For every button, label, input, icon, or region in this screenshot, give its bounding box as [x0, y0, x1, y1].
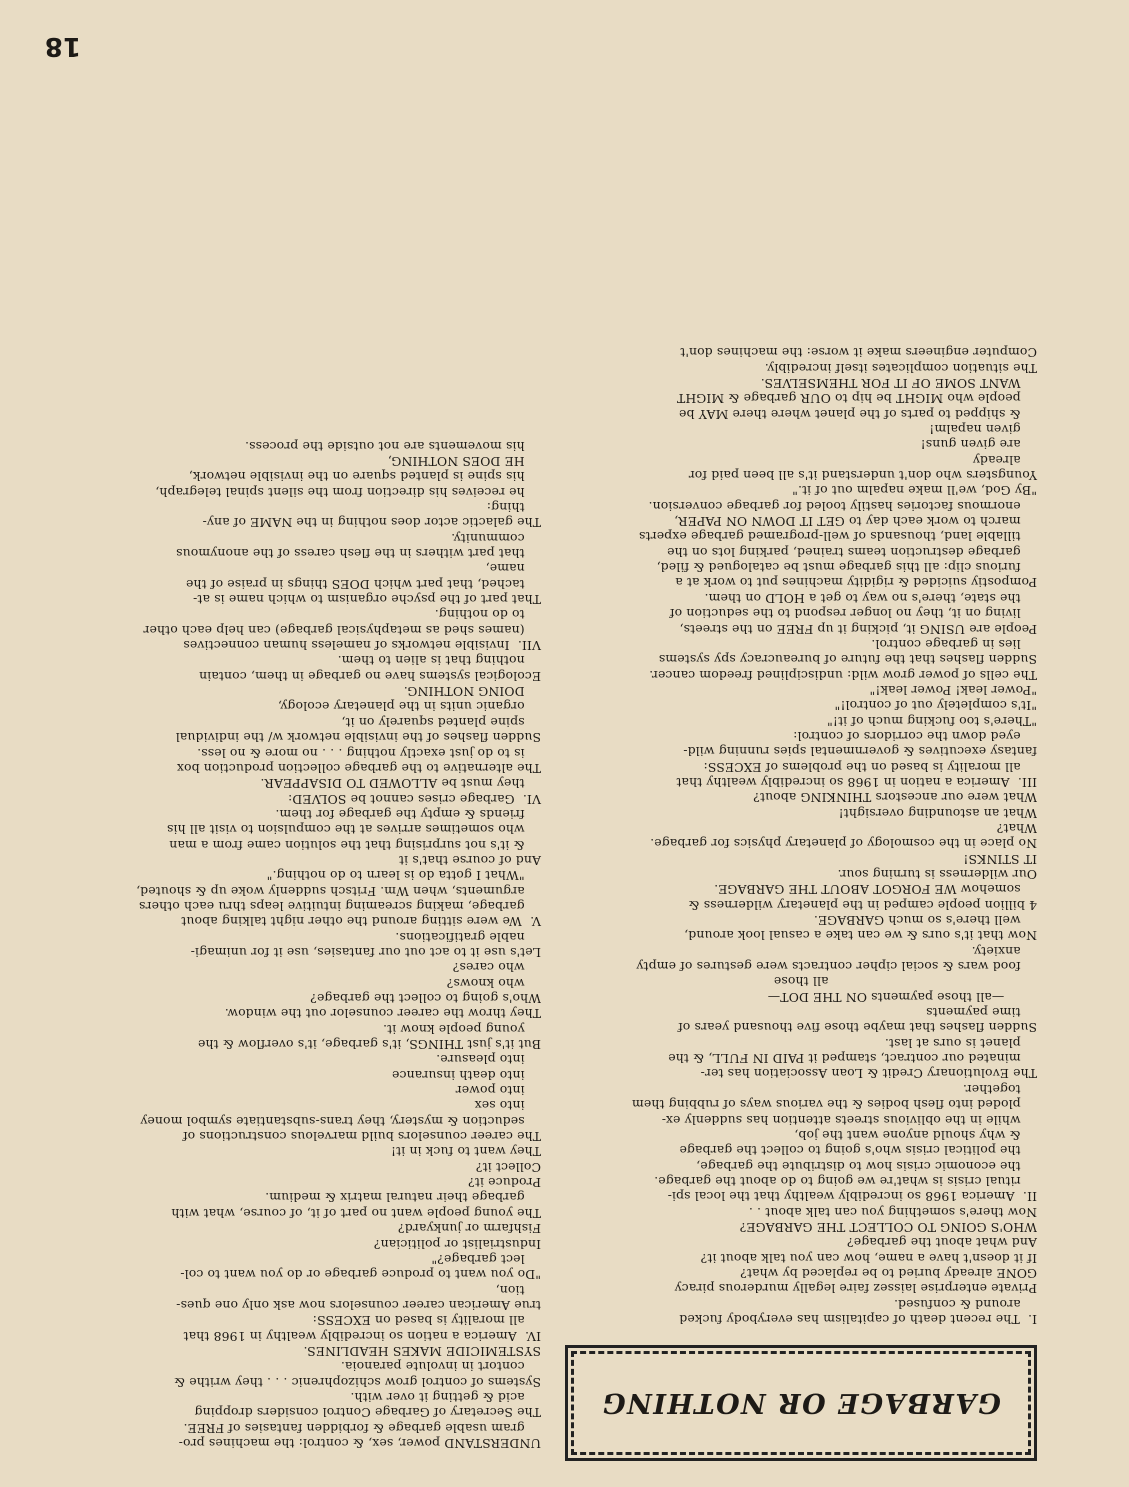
text-line: 4 billion people camped in the planetary wilderness &: [688, 897, 1037, 913]
text-line: anxiety.: [971, 943, 1037, 959]
text-line: acid & getting it over with.: [350, 1389, 541, 1405]
text-line: ritual crisis is what're we going to do about the garbage.: [654, 1173, 1037, 1189]
text-line: "It's completely out of control!": [834, 698, 1037, 714]
text-line: eyed down the corridors of control:: [793, 728, 1037, 744]
text-line: Youngsters who don't understand it's all been paid for: [688, 468, 1037, 484]
text-line: gram usable garbage & forbidden fantasies of FREE.: [183, 1420, 541, 1436]
text-line: nothing that is alien to them.: [337, 653, 541, 669]
text-line: his spine is planted square on the invisible network,: [188, 469, 541, 485]
text-line: If it doesn't have a name, how can you talk about it?: [700, 1250, 1037, 1266]
text-line: garbage, making screaming intuitive leaps thru each others: [138, 898, 541, 914]
text-line: young people know it.: [382, 1021, 541, 1037]
text-line: The situation complicates itself incredibly.: [764, 360, 1037, 376]
text-line: seduction & mystery, they trans-substantiate symbol money: [140, 1113, 541, 1129]
article-title: GARBAGE OR NOTHING: [601, 1387, 1001, 1419]
text-line: WANT SOME OF IT FOR THEMSELVES.: [760, 376, 1037, 392]
text-line: all those: [773, 974, 1037, 990]
text-line: tached, that part which DOES things in praise of the: [185, 576, 541, 592]
text-line: I. The recent death of capitalism has everybody fucked: [679, 1312, 1037, 1327]
text-line: Systems of control grow schizophrenic . . . they writhe &: [173, 1374, 541, 1390]
text-line: The galactic actor does nothing in the NAME of any-: [202, 515, 541, 531]
text-line: while in the oblivious streets attention has suddenly ex-: [661, 1112, 1037, 1128]
text-line: are given guns!: [920, 437, 1037, 453]
text-line: But it's just THINGS, it's garbage, it's overflow & the: [197, 1037, 541, 1053]
text-line: Industrialist or politician?: [373, 1236, 541, 1252]
text-line: enormous factories hastily tooled for garbage conversion.: [648, 498, 1037, 514]
text-line: minated our contract, stamped it PAID IN FULL, & the: [668, 1051, 1037, 1067]
text-line: The Secretary of Garbage Control considers dropping: [194, 1405, 541, 1421]
text-line: "Power leak! Power leak!": [869, 682, 1037, 698]
text-line: The young people want no part of it, of course, what with: [171, 1205, 541, 1221]
text-line: together.: [962, 1081, 1037, 1097]
text-line: time payments: [926, 1005, 1037, 1021]
page-number: 18: [44, 31, 81, 61]
text-line: The Evolutionary Credit & Loan Association has ter-: [700, 1066, 1037, 1082]
text-line: furious clip: all this garbage must be catalogued & filed,: [656, 560, 1037, 576]
text-line: arguments, when Wm. Fritsch suddenly woke up & shouted,: [135, 883, 541, 899]
text-line: "There's too fucking much of it!": [826, 713, 1037, 729]
text-line: friends & empty the garbage for them.: [275, 806, 541, 822]
text-line: VII. Invisible networks of nameless human connectives: [183, 638, 541, 654]
text-line: all morality is based on the problems of EXCESS:: [703, 759, 1037, 775]
text-line: food wars & social cipher contracts were gestures of empty: [636, 959, 1037, 975]
text-line: thing:: [486, 500, 541, 516]
text-line: tion,: [495, 1282, 541, 1298]
text-line: Who's going to collect the garbage?: [310, 991, 541, 1007]
text-line: the state, there's no way to get a HOLD on them.: [704, 590, 1037, 606]
text-line: spine planted squarely on it,: [341, 714, 541, 730]
text-line: & it's not surprising that the solution came from a man: [169, 837, 541, 853]
text-line: lies in garbage control.: [871, 636, 1037, 652]
text-line: Let's use it to act out our fantasies, use it for unimagi-: [190, 945, 541, 960]
text-line: What were our ancestors THINKING about?: [753, 790, 1037, 806]
text-line: What?: [996, 821, 1037, 836]
text-line: into pleasure.: [436, 1052, 541, 1068]
text-line: garbage destruction teams trained, parking lots on the: [666, 544, 1037, 560]
text-line: Sudden flashes of the invisible network w/ the individual: [175, 730, 541, 746]
text-line: WHO'S GOING TO COLLECT THE GARBAGE?: [739, 1219, 1037, 1235]
text-line: "Do you want to produce garbage or do you want to col-: [180, 1267, 541, 1283]
text-line: somehow WE FORGOT ABOUT THE GARBAGE.: [714, 882, 1037, 898]
text-line: Computer engineers make it worse: the machines don't: [680, 345, 1037, 361]
text-line: And what about the garbage?: [846, 1235, 1037, 1251]
text-line: name,: [485, 561, 541, 577]
text-line: "By God, we'll make napalm out of it.": [792, 483, 1037, 499]
text-line: they must be ALLOWED TO DISAPPEAR.: [260, 776, 541, 792]
text-line: living on it, they no longer respond to the seduction of: [669, 606, 1037, 622]
text-line: V. We were sitting around the other night talking about: [181, 914, 541, 930]
title-banner: [565, 1345, 1037, 1461]
text-line: IV. America a nation so incredibly wealthy in 1968 that: [183, 1328, 541, 1344]
text-line: nable gratifications.: [395, 929, 541, 945]
text-line: They want to fuck in it!: [390, 1144, 541, 1160]
text-line: Produce it?: [467, 1175, 541, 1191]
text-line: III. America a nation in 1968 so incredibly wealthy that: [676, 774, 1037, 790]
text-line: Pompostiy suicided & rigidity machines put to work at a: [675, 575, 1037, 591]
text-line: the economic crisis how to distribute the garbage,: [696, 1158, 1037, 1174]
text-line: into power: [455, 1083, 541, 1099]
text-line: What an astounding oversight!: [838, 805, 1037, 821]
text-line: is to do just exactly nothing . . . no more & no less.: [197, 745, 541, 761]
text-line: true American career counselors now ask only one ques-: [176, 1297, 541, 1313]
text-line: Private enterprise laissez faire legally murderous piracy: [674, 1281, 1037, 1297]
text-line: Sudden flashes that maybe those five thousand years of: [677, 1020, 1037, 1036]
text-line: garbage their natural matrix & medium.: [264, 1190, 541, 1206]
text-line: Sudden flashes that the future of bureaucracy spy systems: [658, 652, 1037, 668]
text-line: people who MIGHT be hip to OUR garbage & MIGHT: [676, 391, 1037, 407]
text-line: VI. Garbage crises cannot be SOLVED:: [287, 791, 541, 807]
text-line: community.: [451, 530, 541, 546]
text-line: tillable land, thousands of well-programed garbage experts: [638, 529, 1037, 545]
text-line: the political crisis who's going to collect the garbage: [679, 1143, 1037, 1159]
text-line: given napalm!: [929, 422, 1037, 438]
text-line: II. America 1968 so incredibly wealthy that the local spi-: [667, 1189, 1037, 1205]
text-line: GONE already buried to be replaced by what?: [740, 1265, 1037, 1281]
text-line: Ecological systems have no garbage in them, contain: [199, 668, 541, 684]
text-line: who knows?: [446, 975, 541, 991]
text-line: lect garbage?": [431, 1251, 541, 1267]
text-line: well there's so much GARBAGE.: [813, 913, 1037, 929]
text-line: who cares?: [452, 960, 541, 976]
text-line: all morality is based on EXCESS:: [312, 1313, 541, 1329]
text-line: UNDERSTAND power, sex, & control: the machines pro-: [178, 1436, 541, 1451]
text-line: The alternative to the garbage collection production box: [176, 760, 541, 776]
text-line: Our wilderness is turning sour.: [837, 867, 1037, 883]
text-line: planet is ours at last.: [884, 1035, 1037, 1051]
text-line: who sometimes arrives at the compulsion to visit all his: [166, 822, 541, 838]
text-line: organic units in the planetary ecology,: [277, 699, 541, 715]
text-line: contort in involute paranoia.: [340, 1359, 541, 1375]
text-line: Now there's something you can talk about . .: [748, 1204, 1037, 1220]
text-line: into sex: [474, 1098, 541, 1114]
text-line: Collect it?: [475, 1159, 541, 1175]
text-line: No place in the cosmology of planetary physics for garbage.: [650, 836, 1037, 852]
text-line: SYSTEMICIDE MAKES HEADLINES.: [303, 1343, 541, 1359]
text-line: into death insurance: [391, 1067, 541, 1083]
text-line: he receives his direction from the silent spinal telegraph,: [155, 484, 541, 500]
text-line: (names shed as metaphysical garbage) can help each other: [143, 622, 541, 638]
text-line: Now that it's ours & we can take a casual look around,: [684, 928, 1037, 944]
text-line: ploded into flesh bodies & the various ways of rubbing them: [631, 1097, 1037, 1113]
text-line: HE DOES NOTHING,: [387, 454, 541, 469]
text-line: & why should anyone want the job,: [794, 1127, 1037, 1143]
text-line: "What I gotta do is learn to do nothing.": [266, 868, 541, 884]
text-line: The career counselors build marvelous constructions of: [182, 1129, 541, 1145]
text-line: The cells of power grow wild: undisciplined freedom cancer.: [649, 667, 1037, 683]
text-line: And of course that's it: [398, 852, 541, 868]
text-line: that part withers in the flesh caress of the anonymous: [175, 546, 541, 562]
text-line: around & confused.: [893, 1296, 1037, 1312]
left-column: [557, 345, 1037, 1327]
text-line: People are USING it, picking it up FREE on the streets,: [679, 621, 1037, 637]
text-line: to do nothing.: [434, 607, 541, 623]
text-line: —all those payments ON THE DOT—: [767, 989, 1037, 1005]
text-line: his movements are not outside the process.: [244, 438, 541, 454]
right-column: [57, 438, 541, 1451]
text-line: march to work each day to GET IT DOWN ON PAPER,: [674, 514, 1037, 530]
text-line: & shipped to parts of the planet where there MAY be: [678, 406, 1037, 422]
text-line: That part of the psyche organism to which name is at-: [192, 592, 541, 608]
text-line: already: [972, 452, 1037, 468]
text-line: They throw the career counselor out the window.: [224, 1006, 541, 1022]
text-line: Fishfarm or junkyard?: [397, 1221, 541, 1237]
text-line: IT STINKS!: [963, 851, 1037, 867]
text-line: DOING NOTHING.: [403, 684, 541, 700]
text-line: fantasy executives & governmental spies running wild-: [683, 744, 1037, 760]
